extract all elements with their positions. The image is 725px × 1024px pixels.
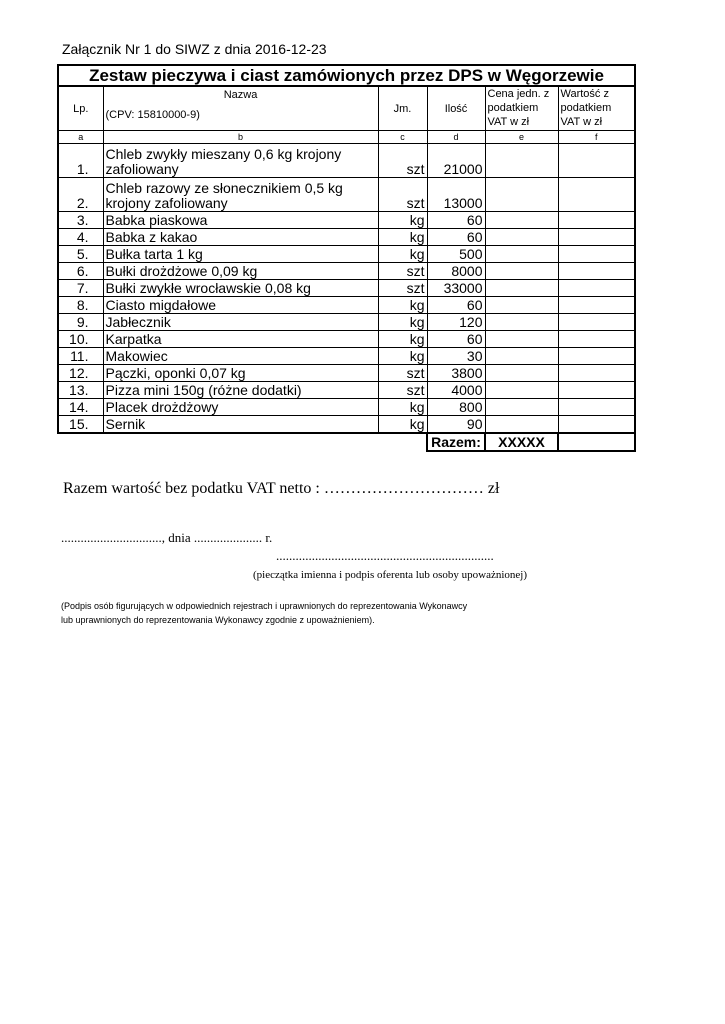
row-name: Babka piaskowa bbox=[103, 212, 378, 229]
row-value bbox=[558, 416, 635, 434]
row-price bbox=[485, 399, 558, 416]
row-lp: 4. bbox=[58, 229, 103, 246]
table-row bbox=[58, 212, 635, 229]
row-price bbox=[485, 246, 558, 263]
row-lp: 15. bbox=[58, 416, 103, 434]
total-spacer bbox=[58, 433, 427, 451]
table-title: Zestaw pieczywa i ciast zamówionych przez DPS w Węgorzewie bbox=[58, 65, 635, 86]
table-row bbox=[58, 382, 635, 399]
row-price bbox=[485, 144, 558, 178]
column-letter: c bbox=[378, 131, 427, 144]
row-unit: szt bbox=[378, 144, 427, 178]
table-row bbox=[58, 263, 635, 280]
row-value bbox=[558, 178, 635, 212]
row-name: Ciasto migdałowe bbox=[103, 297, 378, 314]
row-price bbox=[485, 263, 558, 280]
row-lp: 6. bbox=[58, 263, 103, 280]
table-header-row bbox=[58, 86, 635, 131]
table-row bbox=[58, 229, 635, 246]
row-value bbox=[558, 246, 635, 263]
row-value bbox=[558, 263, 635, 280]
row-qty: 60 bbox=[427, 297, 485, 314]
row-qty: 800 bbox=[427, 399, 485, 416]
row-unit: kg bbox=[378, 416, 427, 434]
row-unit: kg bbox=[378, 246, 427, 263]
row-value bbox=[558, 348, 635, 365]
column-header-price: Cena jedn. z podatkiem VAT w zł bbox=[485, 86, 558, 131]
row-qty: 500 bbox=[427, 246, 485, 263]
row-name: Pączki, oponki 0,07 kg bbox=[103, 365, 378, 382]
table-row bbox=[58, 331, 635, 348]
row-unit: szt bbox=[378, 280, 427, 297]
table-total-row bbox=[58, 433, 635, 451]
row-price bbox=[485, 178, 558, 212]
row-lp: 14. bbox=[58, 399, 103, 416]
row-price bbox=[485, 297, 558, 314]
column-letter: e bbox=[485, 131, 558, 144]
row-qty: 33000 bbox=[427, 280, 485, 297]
row-price bbox=[485, 314, 558, 331]
row-unit: kg bbox=[378, 331, 427, 348]
row-name: Makowiec bbox=[103, 348, 378, 365]
table-title-row bbox=[58, 65, 635, 86]
row-lp: 5. bbox=[58, 246, 103, 263]
column-letters-row bbox=[58, 131, 635, 144]
row-name: Bułka tarta 1 kg bbox=[103, 246, 378, 263]
row-lp: 3. bbox=[58, 212, 103, 229]
row-unit: kg bbox=[378, 297, 427, 314]
table-row bbox=[58, 348, 635, 365]
row-price bbox=[485, 212, 558, 229]
table-row bbox=[58, 246, 635, 263]
row-qty: 90 bbox=[427, 416, 485, 434]
note-line-2: lub uprawnionych do reprezentowania Wykonawcy zgodnie z upoważnieniem). bbox=[61, 615, 375, 625]
column-letter: b bbox=[103, 131, 378, 144]
row-qty: 13000 bbox=[427, 178, 485, 212]
column-header-name bbox=[103, 86, 378, 131]
column-header-qty: Ilość bbox=[427, 86, 485, 131]
column-header-name-label: Nazwa bbox=[223, 89, 258, 101]
row-lp: 10. bbox=[58, 331, 103, 348]
row-unit: kg bbox=[378, 399, 427, 416]
table-row bbox=[58, 178, 635, 212]
row-unit: szt bbox=[378, 382, 427, 399]
attachment-header: Załącznik Nr 1 do SIWZ z dnia 2016-12-23 bbox=[62, 41, 327, 57]
column-header-lp: Lp. bbox=[58, 86, 103, 131]
row-qty: 60 bbox=[427, 229, 485, 246]
row-unit: szt bbox=[378, 178, 427, 212]
table-row bbox=[58, 399, 635, 416]
row-value bbox=[558, 212, 635, 229]
row-lp: 7. bbox=[58, 280, 103, 297]
signature-caption: (pieczątka imienna i podpis oferenta lub osoby upoważnionej) bbox=[253, 569, 527, 581]
row-name: Pizza mini 150g (różne dodatki) bbox=[103, 382, 378, 399]
row-name: Placek drożdżowy bbox=[103, 399, 378, 416]
row-value bbox=[558, 297, 635, 314]
row-qty: 60 bbox=[427, 331, 485, 348]
row-lp: 11. bbox=[58, 348, 103, 365]
row-lp: 2. bbox=[58, 178, 103, 212]
column-header-unit: Jm. bbox=[378, 86, 427, 131]
row-price bbox=[485, 331, 558, 348]
row-qty: 4000 bbox=[427, 382, 485, 399]
row-unit: kg bbox=[378, 229, 427, 246]
row-price bbox=[485, 280, 558, 297]
row-value bbox=[558, 382, 635, 399]
row-name: Bułki zwykłe wrocławskie 0,08 kg bbox=[103, 280, 378, 297]
row-qty: 8000 bbox=[427, 263, 485, 280]
row-qty: 3800 bbox=[427, 365, 485, 382]
row-unit: szt bbox=[378, 365, 427, 382]
row-value bbox=[558, 144, 635, 178]
row-value bbox=[558, 314, 635, 331]
row-value bbox=[558, 331, 635, 348]
total-sum-cell bbox=[558, 433, 635, 451]
row-lp: 9. bbox=[58, 314, 103, 331]
row-lp: 13. bbox=[58, 382, 103, 399]
row-value bbox=[558, 365, 635, 382]
signature-line: ................................................................... bbox=[276, 548, 494, 563]
total-value: XXXXX bbox=[485, 433, 558, 451]
row-price bbox=[485, 416, 558, 434]
net-total-line: Razem wartość bez podatku VAT netto : ………………………… zł bbox=[63, 480, 500, 497]
place-date-line: ..............................., dnia ..................... r. bbox=[61, 530, 273, 545]
row-value bbox=[558, 280, 635, 297]
table-row bbox=[58, 314, 635, 331]
row-unit: kg bbox=[378, 212, 427, 229]
column-header-value: Wartość z podatkiem VAT w zł bbox=[558, 86, 635, 131]
row-price bbox=[485, 365, 558, 382]
table-row bbox=[58, 365, 635, 382]
row-qty: 30 bbox=[427, 348, 485, 365]
row-unit: kg bbox=[378, 348, 427, 365]
row-lp: 1. bbox=[58, 144, 103, 178]
row-value bbox=[558, 399, 635, 416]
row-price bbox=[485, 348, 558, 365]
row-name: Babka z kakao bbox=[103, 229, 378, 246]
row-unit: szt bbox=[378, 263, 427, 280]
row-qty: 60 bbox=[427, 212, 485, 229]
row-price bbox=[485, 229, 558, 246]
row-qty: 120 bbox=[427, 314, 485, 331]
table-row bbox=[58, 416, 635, 434]
note-line-1: (Podpis osób figurujących w odpowiednich rejestrach i uprawnionych do reprezentowania Wykonawcy bbox=[61, 601, 468, 611]
row-name: Jabłecznik bbox=[103, 314, 378, 331]
order-table bbox=[57, 64, 636, 452]
column-letter: a bbox=[58, 131, 103, 144]
row-name: Sernik bbox=[103, 416, 378, 434]
row-name: Bułki drożdżowe 0,09 kg bbox=[103, 263, 378, 280]
row-lp: 12. bbox=[58, 365, 103, 382]
table-row bbox=[58, 144, 635, 178]
table-row bbox=[58, 297, 635, 314]
row-name: Chleb zwykły mieszany 0,6 kg krojony zafoliowany bbox=[103, 144, 378, 178]
row-value bbox=[558, 229, 635, 246]
table-row bbox=[58, 280, 635, 297]
column-letter: f bbox=[558, 131, 635, 144]
column-header-cpv: (CPV: 15810000-9) bbox=[105, 109, 200, 121]
total-label: Razem: bbox=[427, 433, 485, 451]
column-letter: d bbox=[427, 131, 485, 144]
row-name: Karpatka bbox=[103, 331, 378, 348]
row-lp: 8. bbox=[58, 297, 103, 314]
row-name: Chleb razowy ze słonecznikiem 0,5 kg krojony zafoliowany bbox=[103, 178, 378, 212]
row-unit: kg bbox=[378, 314, 427, 331]
row-qty: 21000 bbox=[427, 144, 485, 178]
row-price bbox=[485, 382, 558, 399]
